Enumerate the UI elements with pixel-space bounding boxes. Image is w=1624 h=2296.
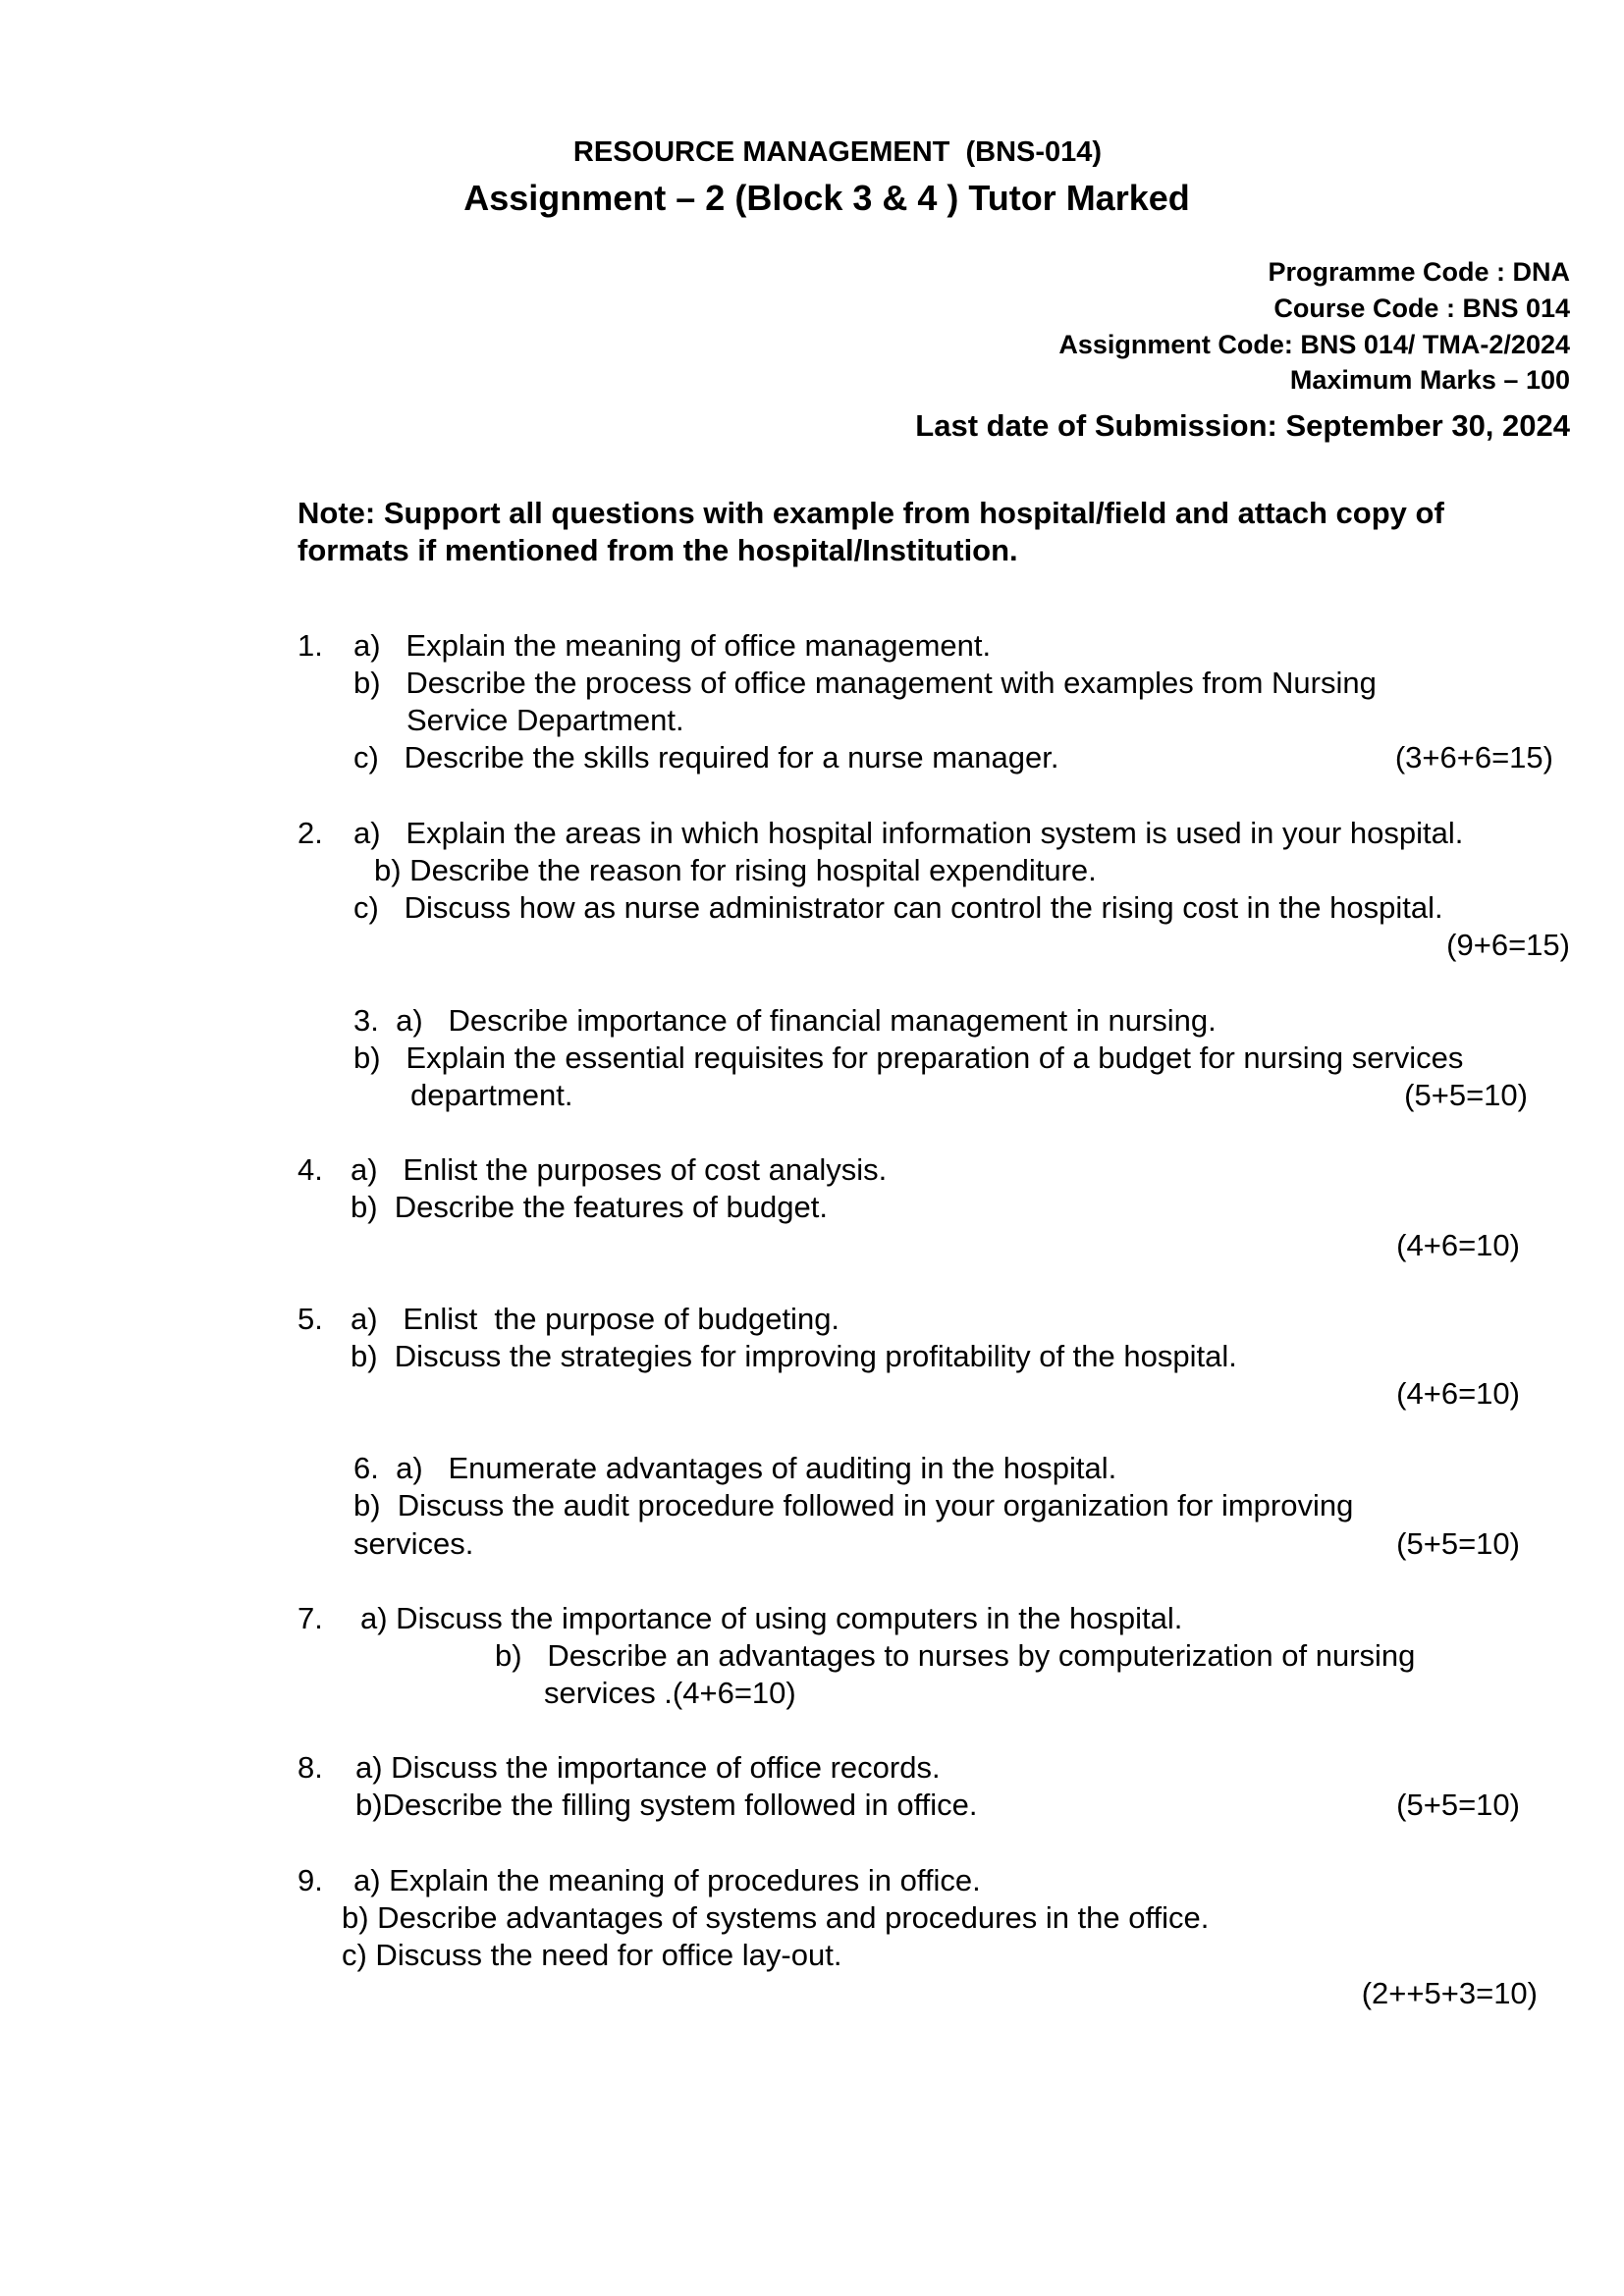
q9-number: 9. <box>298 1863 323 1897</box>
q6-marks: (5+5=10) <box>1396 1526 1520 1561</box>
course-title: RESOURCE MANAGEMENT (BNS-014) <box>572 136 1103 168</box>
q7-number: 7. <box>298 1601 323 1635</box>
q6-part-a: 6. a) Enumerate advantages of auditing in the hospital. <box>353 1451 1117 1485</box>
q8-marks: (5+5=10) <box>1396 1788 1520 1822</box>
note-line-1: Note: Support all questions with example from hospital/field and attach copy of <box>298 496 1444 530</box>
q3-marks: (5+5=10) <box>1404 1078 1528 1112</box>
q6-part-b-continued: services. <box>353 1526 474 1561</box>
q7-part-a: a) Discuss the importance of using computers in the hospital. <box>360 1601 1183 1635</box>
q5-marks: (4+6=10) <box>1396 1376 1520 1411</box>
q3-part-b-continued: department. <box>410 1078 573 1112</box>
q9-part-c: c) Discuss the need for office lay-out. <box>342 1938 842 1972</box>
maximum-marks: Maximum Marks – 100 <box>1289 365 1570 395</box>
q2-part-b: b) Describe the reason for rising hospital expenditure. <box>374 853 1097 887</box>
q4-part-b: b) Describe the features of budget. <box>351 1190 828 1224</box>
q1-part-b-continued: Service Department. <box>406 703 684 737</box>
q4-part-a: a) Enlist the purposes of cost analysis. <box>351 1152 888 1187</box>
q8-part-a: a) Discuss the importance of office records. <box>355 1750 941 1785</box>
q8-part-b: b)Describe the filling system followed in office. <box>355 1788 978 1822</box>
q9-part-a: a) Explain the meaning of procedures in office. <box>353 1863 981 1897</box>
q7-part-b: b) Describe an advantages to nurses by computerization of nursing <box>495 1638 1416 1673</box>
q1-number: 1. <box>298 628 323 663</box>
q5-part-b: b) Discuss the strategies for improving profitability of the hospital. <box>351 1339 1237 1373</box>
q3-part-b: b) Explain the essential requisites for preparation of a budget for nursing services <box>353 1041 1464 1075</box>
q4-marks: (4+6=10) <box>1396 1228 1520 1262</box>
q1-part-c: c) Describe the skills required for a nurse manager. <box>353 740 1059 774</box>
note-line-2: formats if mentioned from the hospital/Institution. <box>298 533 1018 567</box>
q8-number: 8. <box>298 1750 323 1785</box>
q7-part-b-continued: services .(4+6=10) <box>544 1676 796 1710</box>
q6-part-b: b) Discuss the audit procedure followed in your organization for improving <box>353 1488 1354 1522</box>
q2-part-c: c) Discuss how as nurse administrator can control the rising cost in the hospital. <box>353 890 1443 925</box>
last-date-of-submission: Last date of Submission: September 30, 2024 <box>915 408 1570 443</box>
q9-part-b: b) Describe advantages of systems and procedures in the office. <box>342 1900 1210 1935</box>
q1-marks: (3+6+6=15) <box>1394 740 1553 774</box>
q1-part-b: b) Describe the process of office management with examples from Nursing <box>353 666 1377 700</box>
q2-part-a: a) Explain the areas in which hospital information system is used in your hospital. <box>353 816 1464 850</box>
q1-part-a: a) Explain the meaning of office management. <box>353 628 992 663</box>
assignment-code: Assignment Code: BNS 014/ TMA-2/2024 <box>1058 330 1570 359</box>
q4-number: 4. <box>298 1152 323 1187</box>
q5-number: 5. <box>298 1302 323 1336</box>
q2-number: 2. <box>298 816 323 850</box>
q2-marks: (9+6=15) <box>1446 928 1570 962</box>
q3-part-a: 3. a) Describe importance of financial management in nursing. <box>353 1003 1217 1038</box>
q9-marks: (2++5+3=10) <box>1361 1976 1538 2010</box>
programme-code: Programme Code : DNA <box>1268 257 1570 287</box>
assignment-title: Assignment – 2 (Block 3 & 4 ) Tutor Marked <box>463 178 1190 218</box>
q5-part-a: a) Enlist the purpose of budgeting. <box>351 1302 840 1336</box>
course-code: Course Code : BNS 014 <box>1273 294 1570 323</box>
